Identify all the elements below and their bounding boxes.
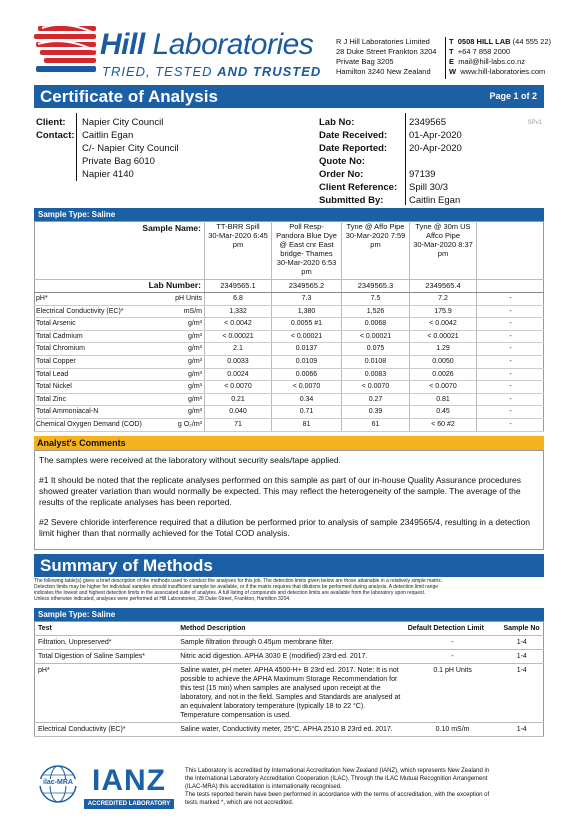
result-value: 0.0137 (295, 345, 318, 353)
order-no-value: 97139 (409, 169, 436, 180)
contact-label: Contact: (36, 130, 75, 141)
result-row (34, 419, 544, 432)
result-value: 0.0026 (432, 370, 454, 378)
methods-intro (34, 578, 544, 602)
accreditation-line: The tests reported herein have been performed in accordance with the terms of accreditation, with the exception of (185, 792, 490, 798)
page-number: Page 1 of 2 (489, 91, 537, 101)
method-description: Sample filtration through 0.45µm membrane filter. (177, 636, 404, 650)
parameter-name: Electrical Conductivity (EC)* (36, 307, 124, 315)
methods-header-row (35, 622, 544, 636)
method-detection-limit: 0.1 pH Units (405, 664, 501, 723)
ianz-wordmark: IANZ (92, 764, 166, 797)
result-row (34, 356, 544, 369)
result-value: 0.0108 (364, 358, 387, 365)
result-empty-cell: - (509, 307, 512, 315)
client-reference-label: Client Reference: (319, 182, 398, 193)
parameter-unit: g/m³ (188, 332, 202, 340)
lab-number-3: 2349565.3 (357, 281, 394, 290)
client-block (34, 113, 544, 205)
submitted-by-label: Submitted By: (319, 195, 384, 206)
result-value: 6.8 (233, 295, 243, 302)
client-reference-value: Spill 30/3 (409, 182, 449, 193)
method-test: pH* (35, 664, 178, 723)
intro-line: Detection limits may be higher for individual samples should insufficient sample be available, or if the matrix requires that dilutions be performed during analysis. A detection limit range (34, 584, 439, 590)
method-description: Nitric acid digestion. APHA 3030 E (modified) 23rd ed. 2017. (177, 650, 404, 664)
tagline-part-b: AND TRUSTED (217, 64, 322, 79)
parameter-unit: g/m³ (188, 395, 202, 403)
result-value: 71 (234, 421, 242, 428)
comments-title: Analyst's Comments (34, 436, 544, 450)
result-value: 0.0068 (364, 320, 387, 328)
result-value: 0.040 (229, 408, 247, 416)
result-value: 1,526 (366, 307, 385, 315)
parameter-unit: g/m³ (188, 383, 202, 391)
parameter-name: Total Lead (36, 370, 69, 378)
result-value: < 60 #2 (431, 421, 455, 428)
brand-tagline (102, 64, 321, 79)
header-sample-no: Sample No (501, 622, 544, 636)
table-row (35, 650, 544, 664)
header-test: Test (35, 622, 178, 636)
accreditation-line: (ILAC-MRA) this accreditation is internationally recognised. (185, 784, 342, 790)
sample-name-4: Tyne @ 30m US Affco Pipe 30-Mar-2020 8:37 pm (413, 222, 473, 258)
result-row (34, 306, 544, 319)
result-value: 0.34 (299, 395, 314, 403)
method-description: Saline water, pH meter. APHA 4500-H+ B 23rd ed. 2017. Note: It is not possible to achieve the APHA Maximum Storage Recommendation for this test (15 min) when samples are analysed upon receipt at the laboratory, and not in the field. Samples and Standards are analysed at an equivalent laboratory temperature (typically 18 to 22 °C). Temperature compensation is used. (177, 664, 404, 723)
lab-address (336, 37, 444, 77)
client-address-line: C/- Napier City Council (82, 143, 179, 154)
address-line: R J Hill Laboratories Limited (336, 37, 430, 46)
sample-name-3: Tyne @ Affo Pipe 30-Mar-2020 7:59 pm (345, 222, 406, 249)
result-value: < 0.0042 (224, 320, 252, 328)
result-value: < 0.00021 (222, 332, 254, 340)
result-value: < 0.0070 (361, 383, 390, 391)
result-value: < 0.00021 (290, 332, 323, 340)
ianz-logo (84, 764, 174, 810)
result-value: 0.075 (366, 345, 385, 353)
result-empty-cell: - (509, 383, 512, 391)
method-sample-no: 1-4 (501, 650, 544, 664)
quote-no-label: Quote No: (319, 156, 365, 167)
methods-table (34, 621, 544, 737)
contact-line: T 0508 HILL LAB (44 555 22) (449, 37, 552, 46)
accredited-laboratory-label: ACCREDITED LABORATORY (84, 799, 174, 809)
contact-line[interactable]: W www.hill-laboratories.com (449, 67, 546, 76)
result-empty-cell: - (509, 421, 512, 428)
contact-line: T +64 7 858 2000 (449, 47, 511, 56)
submitted-by-value: Caitlin Egan (409, 195, 461, 206)
result-row (34, 394, 544, 407)
sample-name-2: Poll Resp- Pandora Blue Dye @ East cnr East bridge- Thames 30-Mar-2020 6:53 pm (276, 222, 337, 276)
result-value: < 0.00021 (359, 332, 392, 340)
result-value: < 0.00021 (427, 332, 459, 340)
tagline-part-a: TRIED, TESTED (102, 64, 213, 79)
result-row (34, 369, 544, 382)
result-value: 0.39 (368, 408, 383, 416)
brand-name (100, 30, 313, 60)
comment-note-1: #1 It should be noted that the replicate analyses performed on this sample as part of our in-house Quality Assurance procedures showed greater variation than would normally be expected. This may reflect the heterogeneity of the sample. The average of the results of the replicate analyses has been reported. (39, 475, 521, 507)
result-value: 7.2 (438, 295, 448, 302)
client-address-line: Napier 4140 (82, 169, 134, 180)
result-value: 7.3 (301, 295, 312, 302)
result-value: 0.0083 (364, 370, 387, 378)
date-reported-value: 20-Apr-2020 (409, 143, 462, 154)
result-row (34, 318, 544, 331)
parameter-unit: g/m³ (188, 345, 202, 353)
result-row (34, 343, 544, 356)
accreditation-line: This Laboratory is accredited by International Accreditation New Zealand (IANZ), which represents New Zealand in (185, 768, 490, 774)
parameter-name: Total Zinc (36, 395, 66, 403)
header-divider (445, 37, 446, 79)
lab-details (319, 113, 544, 205)
parameter-name: Total Cadmium (36, 332, 83, 340)
result-value: 0.45 (436, 408, 450, 416)
parameter-unit: g/m³ (188, 408, 202, 416)
method-sample-no: 1-4 (501, 664, 544, 723)
contact-line[interactable]: E mail@hill-labs.co.nz (449, 57, 525, 66)
result-row (34, 293, 544, 306)
address-line: Hamilton 3240 New Zealand (336, 67, 431, 76)
header-detection-limit: Default Detection Limit (405, 622, 501, 636)
client-divider (76, 113, 77, 181)
header-method: Method Description (177, 622, 404, 636)
result-value: 61 (371, 421, 380, 428)
spv-code: SPv1 (527, 120, 542, 126)
result-value: 0.21 (231, 395, 245, 403)
result-value: 1,332 (229, 307, 247, 315)
method-detection-limit: - (405, 636, 501, 650)
result-value: 7.5 (370, 295, 381, 302)
method-description: Saline water, Conductivity meter, 25°C. APHA 2510 B 23rd ed. 2017. (177, 723, 404, 737)
table-row (35, 636, 544, 650)
parameter-name: Total Ammoniacal-N (36, 408, 99, 416)
result-row (34, 406, 544, 419)
result-value: 0.0055 #1 (290, 320, 323, 328)
table-row (35, 664, 544, 723)
result-value: 2.1 (233, 345, 243, 353)
ilac-mra-logo-icon (34, 764, 82, 808)
comment-note-2: #2 Severe chloride interference required that a dilution be performed prior to analysis of sample 2349565/4, resulting in a detection limit higher than that normally achieved for the Total COD analysis. (39, 517, 530, 538)
certificate-title-bar (34, 85, 544, 108)
accreditation-line: the International Laboratory Accreditation Cooperation (ILAC). Through the ILAC Mutual Recognition Arrangement (185, 776, 488, 782)
lab-number-4: 2349565.4 (425, 281, 461, 290)
result-value: 0.0066 (295, 370, 318, 378)
result-value: 81 (302, 421, 311, 428)
certificate-title: Certificate of Analysis (40, 87, 218, 106)
intro-line: The following table(s) gives a brief description of the methods used to conduct the analyses for this job. The detection limits given below are those attainable in a relatively simple matrix. (34, 578, 443, 584)
result-value: 0.0050 (432, 358, 454, 365)
sample-name-label: Sample Name: (142, 223, 201, 233)
parameter-name: Chemical Oxygen Demand (COD) (36, 421, 142, 428)
results-table (34, 221, 544, 432)
result-value: 1,380 (297, 307, 316, 315)
result-empty-cell: - (509, 345, 512, 353)
result-value: < 0.0070 (292, 383, 321, 391)
lab-no-value: 2349565 (409, 117, 446, 128)
lab-number-2: 2349565.2 (288, 281, 325, 290)
result-empty-cell: - (509, 370, 512, 378)
sample-type-bar: Sample Type: Saline (34, 208, 544, 221)
method-test: Electrical Conductivity (EC)* (35, 723, 178, 737)
result-empty-cell: - (509, 320, 512, 328)
date-received-label: Date Received: (319, 130, 388, 141)
ilac-label: ilac-MRA (34, 779, 82, 786)
parameter-unit: mS/m (183, 307, 202, 315)
result-empty-cell: - (509, 408, 512, 416)
hill-labs-logo-icon (34, 24, 100, 74)
method-test: Total Digestion of Saline Samples* (35, 650, 178, 664)
parameter-name: Total Nickel (36, 383, 72, 391)
lab-contacts (449, 37, 574, 77)
result-row (34, 381, 544, 394)
client-label: Client: (36, 117, 66, 128)
method-test: Filtration, Unpreserved* (35, 636, 178, 650)
parameter-name: Total Arsenic (36, 320, 76, 328)
parameter-unit: g O₂/m³ (177, 421, 202, 428)
result-value: < 0.0042 (429, 320, 457, 328)
result-value: < 0.0070 (429, 383, 457, 391)
methods-title: Summary of Methods (34, 554, 544, 577)
parameter-unit: g/m³ (188, 320, 202, 328)
result-value: 0.0024 (227, 370, 249, 378)
brand-laboratories: Laboratories (152, 28, 314, 61)
parameter-name: Total Copper (36, 358, 76, 365)
address-line: 28 Duke Street Frankton 3204 (336, 47, 437, 56)
result-value: < 0.0070 (224, 383, 252, 391)
lab-number-1: 2349565.1 (220, 281, 256, 290)
accreditation-text (185, 767, 545, 807)
result-empty-cell: - (509, 295, 512, 302)
result-empty-cell: - (509, 358, 512, 365)
lab-details-divider (405, 113, 406, 205)
intro-line: indicates the lowest and highest detection limits in the associated suite of analytes. A full listing of compounds and detection limits are available from the laboratory upon request. (34, 590, 426, 596)
comment-received: The samples were received at the laboratory without security seals/tape applied. (39, 455, 341, 465)
methods-sample-type-bar: Sample Type: Saline (34, 608, 544, 621)
result-value: 0.81 (436, 395, 450, 403)
parameter-unit: pH Units (175, 295, 202, 302)
lab-no-label: Lab No: (319, 117, 355, 128)
method-sample-no: 1-4 (501, 723, 544, 737)
table-row (35, 723, 544, 737)
parameter-unit: g/m³ (188, 358, 202, 365)
intro-line: Unless otherwise indicated, analyses were performed at Hill Laboratories, 28 Duke Street, Frankton, Hamilton 3204. (34, 596, 291, 602)
order-no-label: Order No: (319, 169, 364, 180)
result-value: 0.71 (299, 408, 314, 416)
client-address-line: Private Bag 6010 (82, 156, 155, 167)
result-value: 0.27 (368, 395, 383, 403)
lab-number-label: Lab Number: (148, 280, 201, 290)
result-row (34, 331, 544, 344)
parameter-unit: g/m³ (188, 370, 202, 378)
date-received-value: 01-Apr-2020 (409, 130, 462, 141)
result-value: 1.29 (436, 345, 450, 353)
method-detection-limit: - (405, 650, 501, 664)
address-line: Private Bag 3205 (336, 57, 394, 66)
contact-value: Caitlin Egan (82, 130, 134, 141)
result-value: 0.0033 (227, 358, 249, 365)
client-value: Napier City Council (82, 117, 164, 128)
result-value: 0.0109 (295, 358, 318, 365)
method-detection-limit: 0.10 mS/m (405, 723, 501, 737)
parameter-name: pH* (36, 295, 48, 302)
comments-box (34, 450, 544, 550)
result-empty-cell: - (509, 332, 512, 340)
result-empty-cell: - (509, 395, 512, 403)
method-sample-no: 1-4 (501, 636, 544, 650)
accreditation-line: tests marked *, which are not accredited. (185, 800, 294, 806)
brand-hill: Hill (100, 28, 145, 61)
sample-name-1: TT-BRR Spill 30-Mar-2020 6:45 pm (208, 222, 268, 249)
result-value: 175.9 (434, 307, 452, 315)
parameter-name: Total Chromium (36, 345, 86, 353)
date-reported-label: Date Reported: (319, 143, 388, 154)
